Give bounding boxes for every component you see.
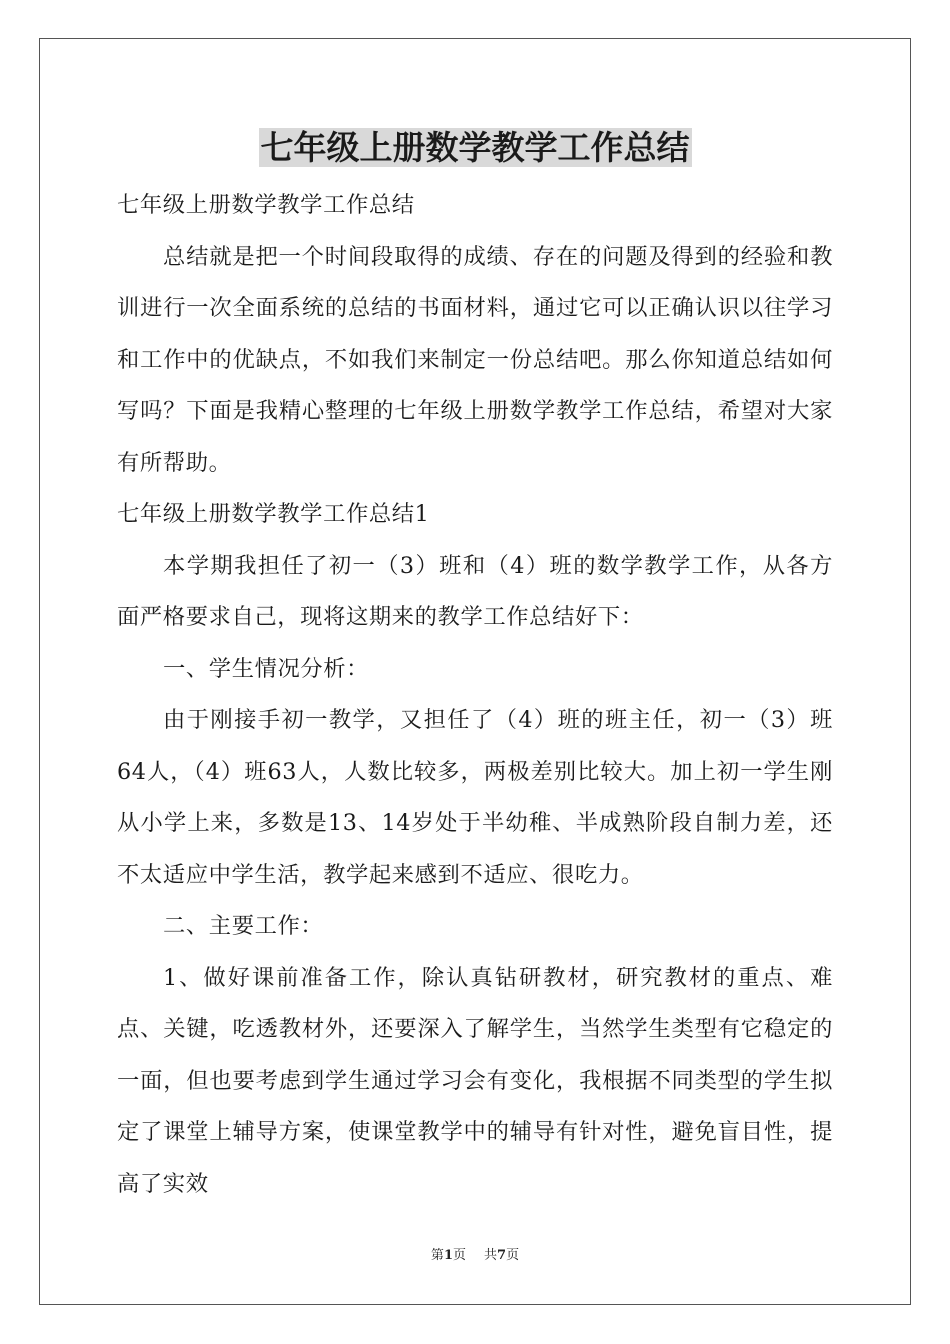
subheading-2: 二、主要工作： (163, 913, 324, 939)
document-title-text: 七年级上册数学教学工作总结 (260, 128, 690, 167)
document-body (117, 180, 833, 1210)
page-suffix: 页 (452, 1248, 466, 1263)
total-suffix: 页 (506, 1248, 520, 1263)
body-paragraph-3: 1、做好课前准备工作，除认真钻研教材，研究教材的重点、难点、关键，吃透教材外，还要深入了解学生，当然学生类型有它稳定的一面，但也要考虑到学生通过学习会有变化，我根据不同类型的学生拟定了课堂上辅导方案，使课堂教学中的辅导有针对性，避免盲目性，提高了实效 (117, 964, 833, 1197)
document-subtitle: 七年级上册数学教学工作总结 (117, 192, 415, 218)
total-prefix: 共 (484, 1248, 498, 1263)
section-heading: 七年级上册数学教学工作总结1 (117, 501, 430, 527)
intro-paragraph: 总结就是把一个时间段取得的成绩、存在的问题及得到的经验和教训进行一次全面系统的总结的书面材料，通过它可以正确认识以往学习和工作中的优缺点，不如我们来制定一份总结吧。那么你知道总结如何写吗？下面是我精心整理的七年级上册数学教学工作总结，希望对大家有所帮助。 (117, 243, 833, 476)
page-prefix: 第 (430, 1248, 444, 1263)
page-footer (0, 1246, 950, 1266)
subheading-1: 一、学生情况分析： (163, 655, 370, 682)
document-title (0, 126, 950, 170)
body-paragraph-2: 由于刚接手初一教学，又担任了（4）班的班主任，初一（3）班64人，（4）班63人，人数比较多，两极差别比较大。加上初一学生刚从小学上来，多数是13、14岁处于半幼稚、半成熟阶段自制力差，还不太适应中学生活，教学起来感到不适应、很吃力。 (117, 707, 833, 888)
total-pages: 7 (497, 1248, 507, 1263)
body-paragraph-1: 本学期我担任了初一（3）班和（4）班的数学教学工作，从各方面严格要求自己，现将这期来的教学工作总结好下： (117, 552, 833, 630)
page-number: 1 (443, 1248, 453, 1263)
